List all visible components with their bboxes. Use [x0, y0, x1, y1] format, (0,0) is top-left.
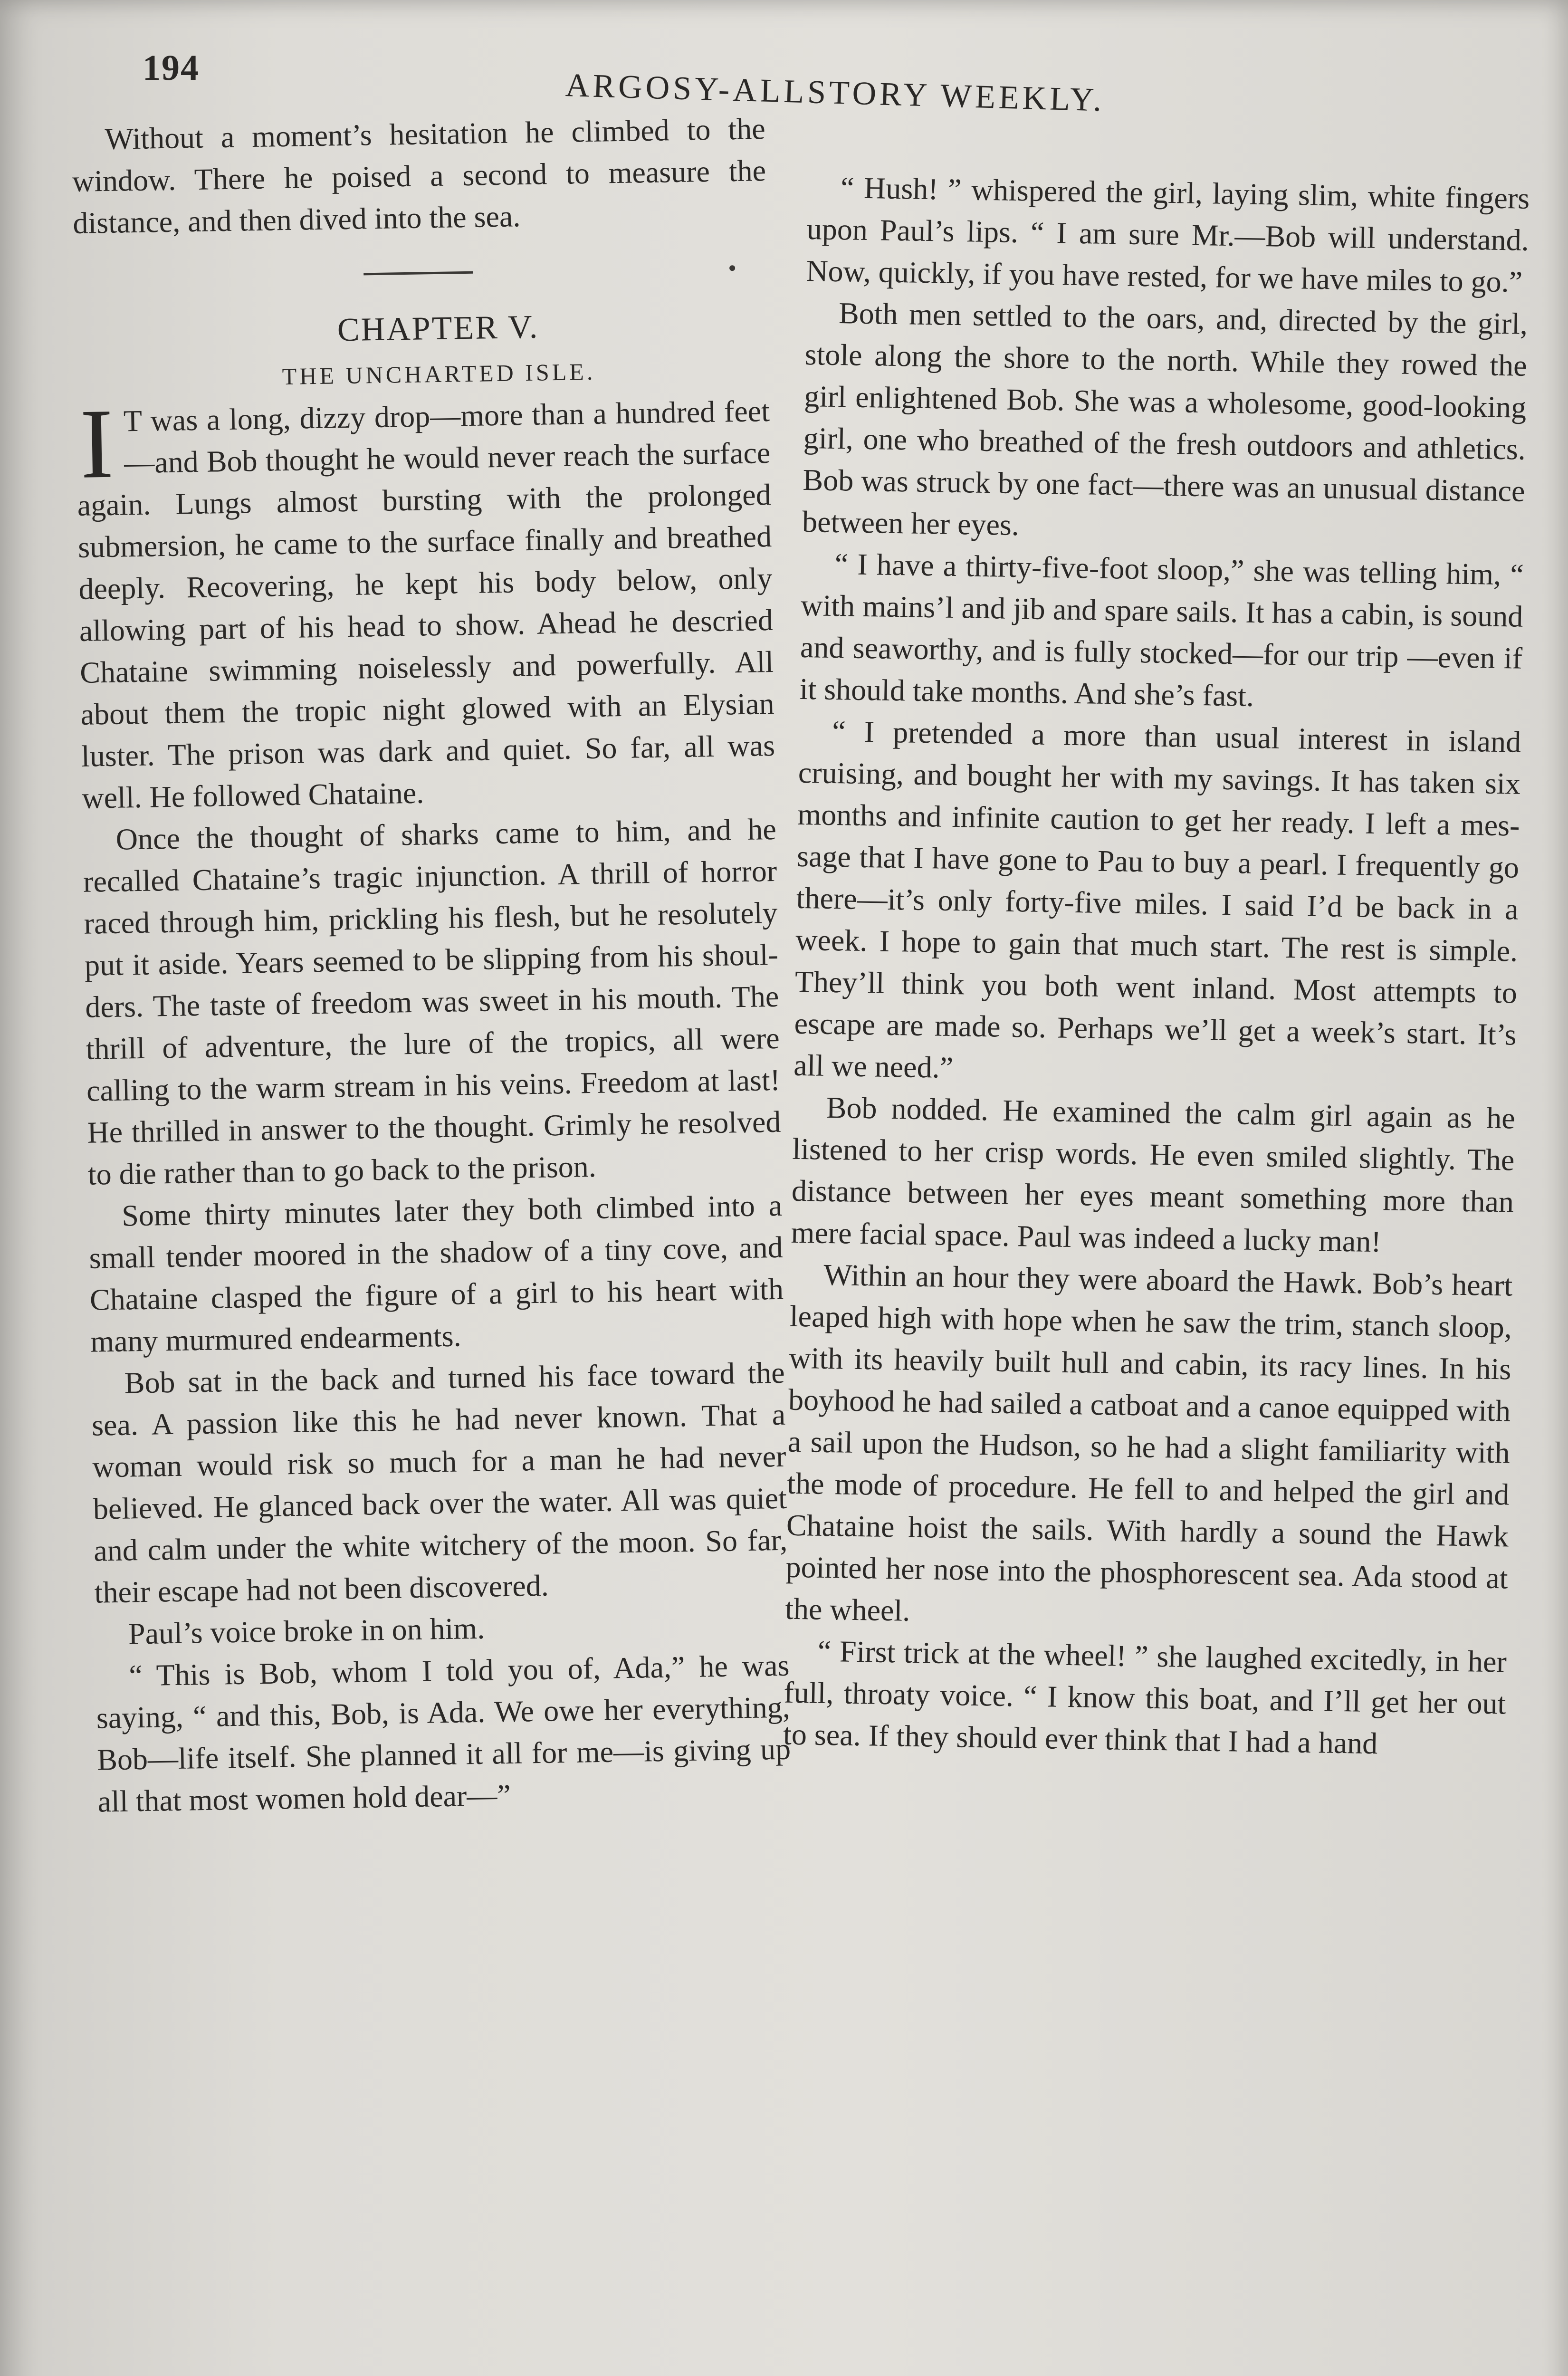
paragraph: Once the thought of sharks came to him, and he recalled Chataine’s tragic injunction. A thrill of horror raced through him, prickling his flesh, but he resolutely put it aside. Years seemed to be slipping from his shoulders. The taste of freedom was sweet in his mouth. The thrill of adventure, the lure of the tropics, all were calling to the warm stream in his veins. Freedom at last! He thrilled in answer to the thought. Grimly he resolved to die rather than to go back to the prison.	[83, 812, 781, 1191]
left-column	[71, 108, 792, 1822]
paragraph: “ I have a thirty-five-foot sloop,” she was telling him, “ with mains’l and jib and spare sails. It has a cabin, is sound and seaworthy, and is fully stocked—for our trip —even if it should take months. And she’s fast.	[799, 547, 1524, 713]
paragraph: Without a moment’s hesitation he climbed to the window. There he poised a second to measure the distance, and then dived into the sea.	[72, 112, 766, 240]
paragraph: Bob nodded. He examined the calm girl again as he listened to her crisp words. He even smiled slightly. The distance between her eyes meant something more than mere facial space. Paul was indeed a lucky man!	[791, 1090, 1516, 1259]
paragraph: “ First trick at the wheel! ” she laughed excitedly, in her full, throaty voice. “ I know this boat, and I’ll get her out to sea. If they should ever think that I had a hand	[783, 1634, 1507, 1761]
paragraph: “ Hush! ” whispered the girl, laying slim, white fingers upon Paul’s lips. “ I am sure Mr.—Bob will understand. Now, quickly, if you have rested, for we have miles to go.”	[805, 171, 1530, 299]
section-divider	[73, 233, 768, 311]
divider-rule	[363, 271, 473, 276]
running-head: ARGOSY-ALLSTORY WEEKLY.	[564, 67, 1106, 119]
paragraph: Some thirty minutes later they both climbed into a small tender moored in the shadow of a tiny cove, and Chataine clasped the figure of a girl to his heart with many murmured endearments.	[89, 1188, 784, 1359]
chapter-title: CHAPTER V.	[337, 308, 539, 349]
opening-paragraph	[76, 390, 776, 819]
paragraph: Within an hour they were aboard the Hawk. Bob’s heart leaped high with hope when he saw the trim, stanch sloop, with its heavily built hull and cabin, its racy lines. In his boyhood he had sailed a catboat and a canoe equipped with a sail upon the Hudson, so he had a slight familiarity with the mode of procedure. He fell to and helped the girl and Chataine hoist the sails. With hardly a sound the Hawk pointed her nose into the phosphorescent sea. Ada stood at the wheel.	[784, 1257, 1513, 1628]
chapter-subtitle: THE UNCHARTED ISLE.	[282, 358, 596, 390]
page-number: 194	[143, 48, 200, 88]
divider-dot	[729, 265, 735, 271]
drop-cap: I	[79, 388, 115, 499]
paragraph: Both men settled to the oars, and, directed by the girl, stole along the shore to the north. While they rowed the girl enlightened Bob. She was a wholesome, good-looking girl, one who breathed of the fresh outdoors and athletics. Bob was struck by one fact—there was an unusual distance between her eyes.	[802, 296, 1528, 542]
paragraph: Paul’s voice broke in on him.	[128, 1611, 485, 1651]
right-column	[783, 166, 1530, 1766]
paragraph: “ This is Bob, whom I told you of, Ada,” he was saying, “ and this, Bob, is Ada. We owe her everything, Bob—life itself. She planned it all for me—is giving up all that most women hold dear—”	[96, 1648, 791, 1819]
paragraph: “ I pretended a more than usual interest in island cruising, and bought her with my savings. It has taken six months and infinite caution to get her ready. I left a message that I have gone to Pau to buy a pearl. I frequently go there—it’s only forty-five miles. I said I’d be back in a week. I hope to gain that much start. The rest is simple. They’ll think you both went inland. Most attempts to escape are made so. Perhaps we’ll get a week’s start. It’s all we need.”	[793, 714, 1521, 1085]
opening-paragraph-text: T was a long, dizzy drop—more than a hundred feet—and Bob thought he would never reach the surface again. Lungs almost bursting with the prolonged submersion, he came to the surface finally and breathed deeply. Recovering, he kept his body below, only allowing part of his head to show. Ahead he descried Chataine swimming noiselessly and powerfully. All about them the tropic night glowed with an Elysian luster. The prison was dark and quiet. So far, all was well. He followed Chataine.	[77, 393, 775, 815]
paragraph: Bob sat in the back and turned his face toward the sea. A passion like this he had never known. That a woman would risk so much for a man he had never believed. He glanced back over the water. All was quiet and calm under the white witchery of the moon. So far, their escape had not been discovered.	[91, 1355, 788, 1610]
